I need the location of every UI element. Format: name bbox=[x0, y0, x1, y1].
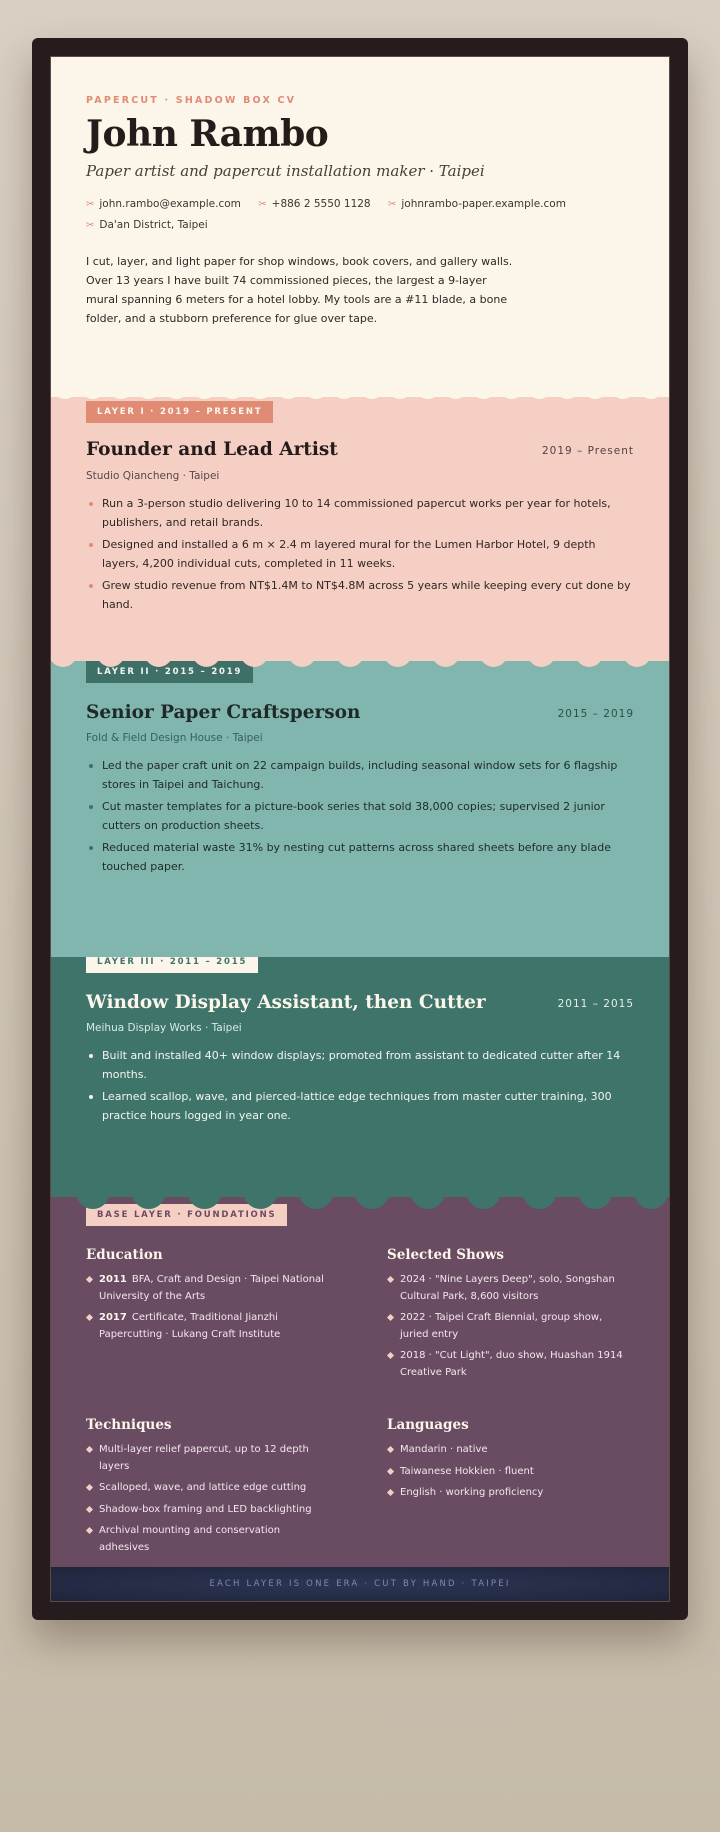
layer-2-bullet: Reduced material waste 31% by nesting cut patterns across shared sheets before any blade touched paper. bbox=[86, 839, 634, 876]
candidate-tagline: Paper artist and papercut installation maker · Taipei bbox=[86, 162, 485, 180]
layer-3-role-row bbox=[86, 992, 634, 1013]
layer-1-tag: LAYER I · 2019 – PRESENT bbox=[86, 401, 273, 423]
contact-phone[interactable] bbox=[258, 198, 370, 210]
layer-2-company: Fold & Field Design House · Taipei bbox=[86, 732, 263, 744]
education-item bbox=[86, 1272, 331, 1305]
language-item: English · working proficiency bbox=[387, 1485, 632, 1502]
techniques-title: Techniques bbox=[86, 1417, 172, 1433]
contact-phone-text: +886 2 5550 1128 bbox=[271, 198, 371, 210]
contact-list bbox=[86, 198, 646, 240]
technique-item: Archival mounting and conservation adhesives bbox=[86, 1523, 331, 1556]
shadow-box-frame bbox=[32, 38, 688, 1620]
layer-1-section bbox=[51, 391, 669, 661]
base-layer-tag: BASE LAYER · FOUNDATIONS bbox=[86, 1204, 287, 1226]
shows-title: Selected Shows bbox=[387, 1247, 505, 1263]
layer-3-company: Meihua Display Works · Taipei bbox=[86, 1022, 242, 1034]
layer-3-bullet: Built and installed 40+ window displays; promoted from assistant to dedicated cutter after 14 months. bbox=[86, 1047, 634, 1084]
summary-paragraph: I cut, layer, and light paper for shop windows, book covers, and gallery walls. Over 13 years I have built 74 commissioned pieces, the largest a 9-layer mural spanning 6 meters for a hotel lobby. My tools are a #11 blade, a bone folder, and a stubborn preference for glue over tape. bbox=[86, 255, 513, 325]
technique-item: Shadow-box framing and LED backlighting bbox=[86, 1502, 331, 1519]
education-year: 2011 bbox=[99, 1274, 127, 1285]
contact-email[interactable] bbox=[86, 198, 241, 210]
technique-item: Scalloped, wave, and lattice edge cutting bbox=[86, 1480, 331, 1497]
contact-location-text: Da'an District, Taipei bbox=[99, 219, 208, 231]
scissors-icon: ✂ bbox=[86, 220, 95, 231]
layer-1-bullets bbox=[86, 495, 634, 618]
layer-2-title: Senior Paper Craftsperson bbox=[86, 702, 361, 723]
layer-1-bullet: Grew studio revenue from NT$1.4M to NT$4.8M across 5 years while keeping every cut done by hand. bbox=[86, 577, 634, 614]
language-item: Taiwanese Hokkien · fluent bbox=[387, 1464, 632, 1481]
candidate-name: John Rambo bbox=[86, 113, 329, 155]
layer-3-bullets bbox=[86, 1047, 634, 1129]
layer-1-scallop-edge bbox=[51, 647, 669, 669]
education-column bbox=[86, 1247, 331, 1348]
shows-column bbox=[387, 1247, 632, 1386]
layer-2-section bbox=[51, 647, 669, 957]
base-layer-section bbox=[51, 1187, 669, 1602]
techniques-column bbox=[86, 1417, 331, 1561]
languages-column bbox=[387, 1417, 632, 1507]
techniques-list bbox=[86, 1442, 331, 1556]
layer-1-role-row bbox=[86, 439, 634, 460]
layer-3-tag: LAYER III · 2011 – 2015 bbox=[86, 951, 258, 973]
layer-1-company: Studio Qiancheng · Taipei bbox=[86, 470, 220, 482]
scissors-icon: ✂ bbox=[258, 199, 267, 210]
language-item: Mandarin · native bbox=[387, 1442, 632, 1459]
education-list bbox=[86, 1272, 331, 1343]
layer-3-dates: 2011 – 2015 bbox=[557, 998, 634, 1010]
scissors-icon: ✂ bbox=[387, 199, 397, 210]
shadow-box-inner bbox=[50, 56, 670, 1602]
contact-website[interactable] bbox=[388, 198, 566, 210]
header-section bbox=[51, 57, 669, 397]
contact-website-text: johnrambo-paper.example.com bbox=[401, 198, 566, 210]
layer-3-bullet: Learned scallop, wave, and pierced-lattice edge techniques from master cutter training, 300 practice hours logged in year one. bbox=[86, 1088, 634, 1125]
contact-email-text: john.rambo@example.com bbox=[99, 198, 241, 210]
education-text: Certificate, Traditional Jianzhi Papercutting · Lukang Craft Institute bbox=[99, 1312, 281, 1340]
footer-strip: EACH LAYER IS ONE ERA · CUT BY HAND · TAIPEI bbox=[51, 1567, 669, 1601]
layer-1-bullet: Run a 3-person studio delivering 10 to 14 commissioned papercut works per year for hotels, publishers, and retail brands. bbox=[86, 495, 634, 532]
contact-location bbox=[86, 219, 208, 231]
languages-list bbox=[387, 1442, 632, 1502]
education-item bbox=[86, 1310, 331, 1343]
layer-2-bullets bbox=[86, 757, 634, 880]
layer-3-section bbox=[51, 937, 669, 1197]
education-title: Education bbox=[86, 1247, 163, 1263]
languages-title: Languages bbox=[387, 1417, 469, 1433]
education-text: BFA, Craft and Design · Taipei National University of the Arts bbox=[99, 1274, 324, 1302]
layer-2-tag: LAYER II · 2015 – 2019 bbox=[86, 661, 253, 683]
layer-3-scallop-edge bbox=[51, 1182, 669, 1212]
shows-list bbox=[387, 1272, 632, 1381]
show-item: 2022 · Taipei Craft Biennial, group show, juried entry bbox=[387, 1310, 632, 1343]
education-year: 2017 bbox=[99, 1312, 127, 1323]
layer-1-bullet: Designed and installed a 6 m × 2.4 m layered mural for the Lumen Harbor Hotel, 9 depth layers, 4,200 individual cuts, completed in 11 weeks. bbox=[86, 536, 634, 573]
scissors-icon: ✂ bbox=[86, 199, 95, 210]
layer-2-bullet: Led the paper craft unit on 22 campaign builds, including seasonal window sets for 6 flagship stores in Taipei and Taichung. bbox=[86, 757, 634, 794]
layer-1-dates: 2019 – Present bbox=[541, 445, 634, 457]
layer-2-dates: 2015 – 2019 bbox=[557, 708, 634, 720]
show-item: 2018 · "Cut Light", duo show, Huashan 1914 Creative Park bbox=[387, 1348, 632, 1381]
layer-1-title: Founder and Lead Artist bbox=[86, 439, 338, 460]
layer-2-bullet: Cut master templates for a picture-book series that sold 38,000 copies; supervised 2 junior cutters on production sheets. bbox=[86, 798, 634, 835]
layer-3-title: Window Display Assistant, then Cutter bbox=[86, 992, 486, 1013]
technique-item: Multi-layer relief papercut, up to 12 depth layers bbox=[86, 1442, 331, 1475]
kicker-label: PAPERCUT · SHADOW BOX CV bbox=[86, 95, 297, 106]
header-scallop-edge bbox=[51, 379, 669, 403]
layer-2-scallop-edge bbox=[51, 935, 669, 957]
show-item: 2024 · "Nine Layers Deep", solo, Songshan Cultural Park, 8,600 visitors bbox=[387, 1272, 632, 1305]
layer-2-role-row bbox=[86, 702, 634, 723]
